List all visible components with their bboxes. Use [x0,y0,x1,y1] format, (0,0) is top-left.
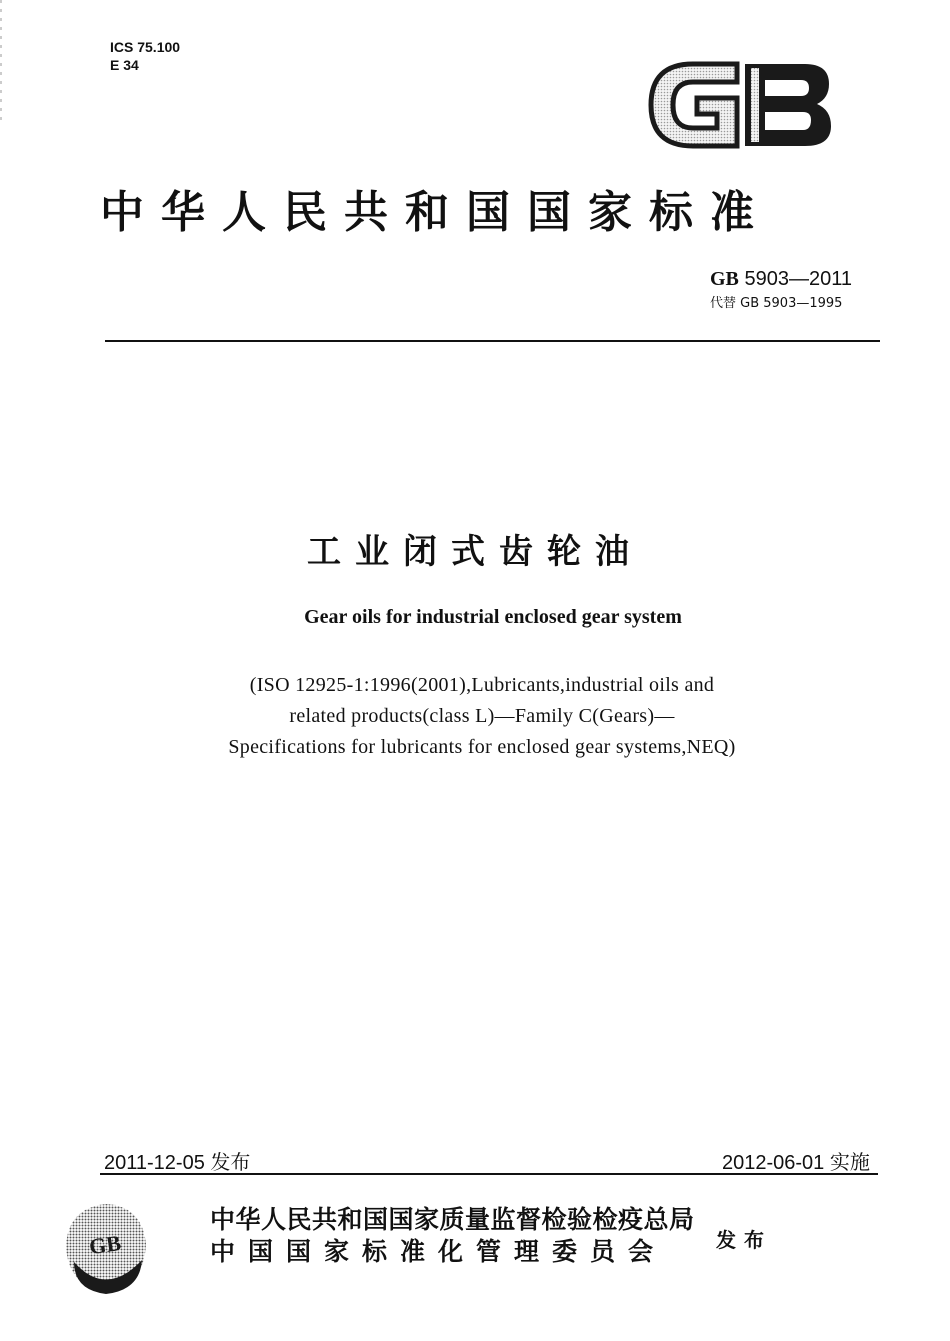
implementation-date: 2012-06-01 实施 [722,1152,870,1174]
header-divider [105,340,880,342]
standard-number-value: 5903—2011 [744,268,852,290]
english-title: Gear oils for industrial enclosed gear system [304,606,682,628]
standard-prefix: GB [710,268,739,290]
standard-number [710,268,852,291]
issue-date: 2011-12-05 发布 [104,1152,251,1174]
publisher-sac: 中国国家标准化管理委员会 [210,1237,667,1266]
publish-label: 发布 [716,1228,772,1252]
gb-logo [645,58,837,152]
category-code: E 34 [110,57,139,73]
footer-divider [100,1173,878,1175]
national-standard-title: 中华人民共和国国家标准 [100,187,771,238]
anti-counterfeit-stamp [60,1200,152,1296]
publishing-authorities [210,1204,695,1268]
svg-text:GB: GB [87,1229,123,1260]
iso-reference [150,670,814,763]
replaces-standard: 代替 GB 5903—1995 [710,296,843,311]
publisher-aqsiq: 中华人民共和国国家质量监督检验检疫总局 [210,1205,695,1234]
scan-edge-mark [0,0,4,120]
ics-code: ICS 75.100 [110,39,181,55]
iso-reference-line: (ISO 12925-1:1996(2001),Lubricants,industrial oils and [249,674,715,696]
classification-codes [110,38,180,74]
iso-reference-line: Specifications for lubricants for enclosed gear systems,NEQ) [228,736,736,758]
chinese-title: 工业闭式齿轮油 [307,532,643,572]
iso-reference-line: related products(class L)—Family C(Gears)— [289,705,675,727]
